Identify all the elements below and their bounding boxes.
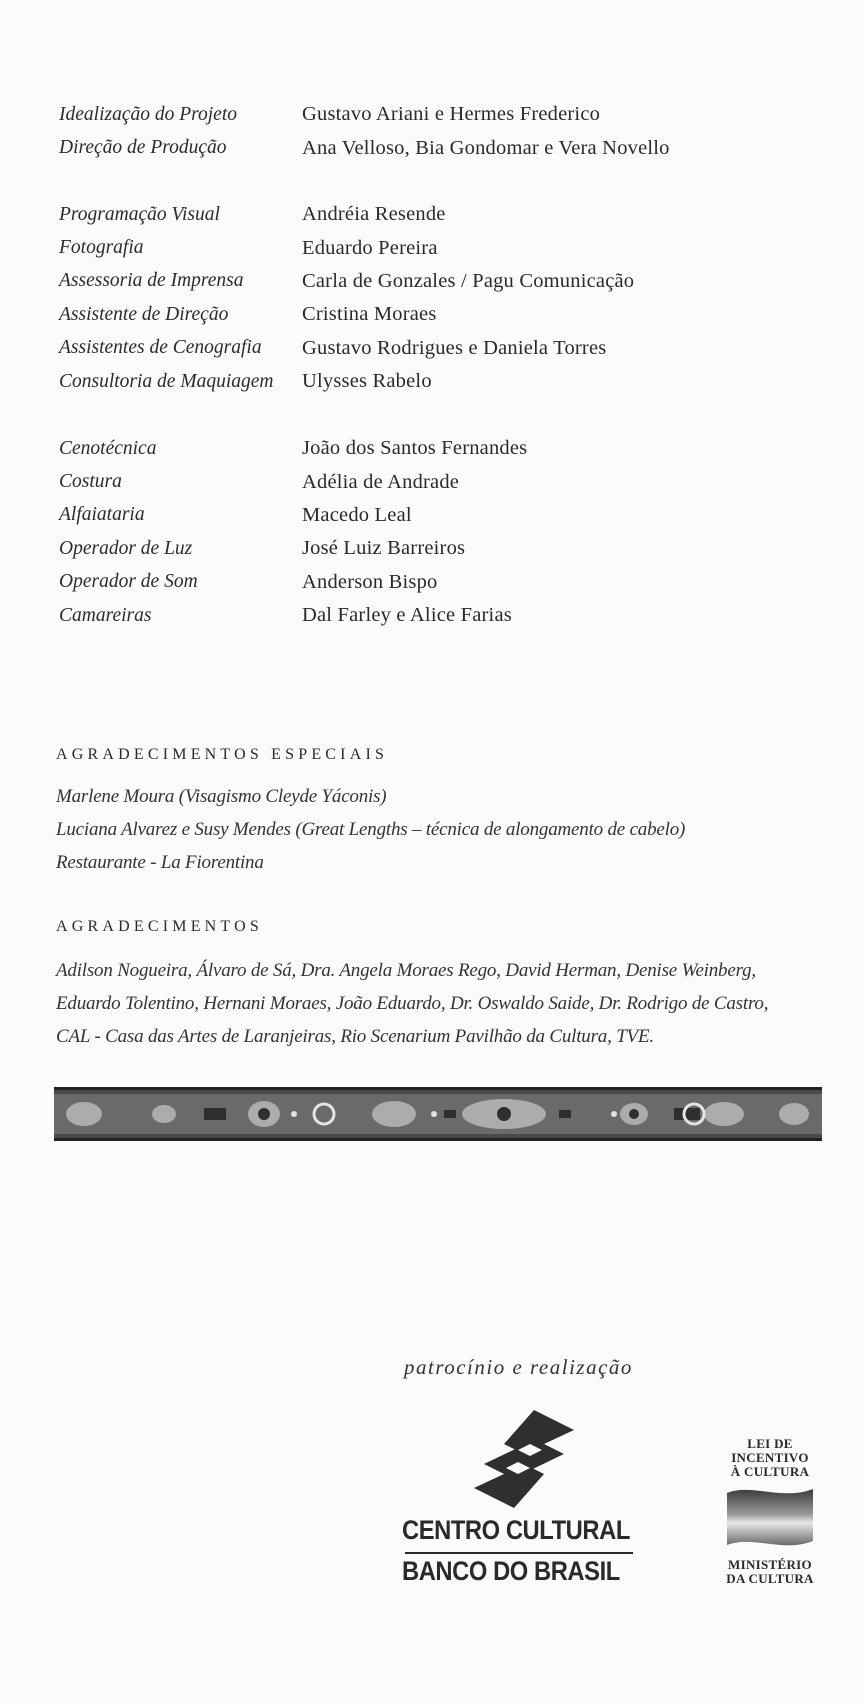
credit-row	[59, 332, 819, 365]
credit-name: Gustavo Ariani e Hermes Frederico	[302, 103, 601, 126]
lei-top-line: À CULTURA	[730, 1464, 810, 1479]
special-thanks-line: Restaurante - La Fiorentina	[56, 852, 264, 873]
credit-name: Andréia Resende	[302, 203, 446, 226]
special-thanks-line: Luciana Alvarez e Susy Mendes (Great Lengths – técnica de alongamento de cabelo)	[56, 819, 686, 840]
credit-role: Assistentes de Cenografia	[59, 337, 262, 359]
credit-name: Carla de Gonzales / Pagu Comunicação	[302, 269, 635, 292]
decorative-carpet-band	[54, 1087, 822, 1141]
credit-role: Operador de Som	[59, 571, 198, 593]
credit-role: Fotografia	[59, 237, 144, 259]
credit-row	[59, 465, 819, 498]
thanks-line: Adilson Nogueira, Álvaro de Sá, Dra. Angela Moraes Rego, David Herman, Denise Weinberg,	[56, 960, 756, 981]
credit-role: Consultoria de Maquiagem	[59, 370, 274, 392]
credit-role: Direção de Produção	[59, 137, 227, 159]
thanks-line: CAL - Casa das Artes de Laranjeiras, Rio Scenarium Pavilhão da Cultura, TVE.	[56, 1026, 654, 1047]
carpet-pattern-icon	[54, 1090, 822, 1138]
credits-group-3	[59, 432, 819, 632]
credit-row	[59, 599, 819, 632]
credit-name: Adélia de Andrade	[302, 470, 460, 493]
credit-role: Assistente de Direção	[59, 303, 229, 325]
thanks-list	[56, 954, 846, 1053]
banco-do-brasil-symbol-icon	[474, 1410, 574, 1508]
credit-row	[59, 532, 819, 565]
credit-role: Operador de Luz	[59, 537, 193, 559]
credit-role: Camareiras	[59, 604, 152, 626]
credit-name: Ulysses Rabelo	[302, 370, 432, 393]
credits-group-2	[59, 198, 819, 398]
credit-name: Dal Farley e Alice Farias	[302, 604, 512, 627]
credit-name: Gustavo Rodrigues e Daniela Torres	[302, 336, 607, 359]
credit-row	[59, 98, 819, 131]
credit-row	[59, 231, 819, 264]
special-thanks-line: Marlene Moura (Visagismo Cleyde Yáconis)	[56, 786, 387, 807]
credit-name: Anderson Bispo	[302, 570, 438, 593]
lei-bottom-text	[718, 1558, 822, 1586]
credit-name: Eduardo Pereira	[302, 236, 438, 259]
credit-row	[59, 298, 819, 331]
credit-row	[59, 432, 819, 465]
credit-role: Cenotécnica	[59, 437, 157, 459]
special-thanks-list	[56, 780, 846, 879]
bb-logo-divider	[405, 1552, 633, 1554]
thanks-heading: AGRADECIMENTOS	[56, 918, 263, 935]
lei-incentivo-cultura-logo	[718, 1437, 822, 1586]
credit-name: Cristina Moraes	[302, 303, 437, 326]
lei-top-line: LEI DE	[747, 1436, 793, 1451]
thanks-line: Eduardo Tolentino, Hernani Moraes, João Eduardo, Dr. Oswaldo Saide, Dr. Rodrigo de Castro,	[56, 993, 769, 1014]
credit-row	[59, 198, 819, 231]
lei-top-line: INCENTIVO	[731, 1450, 809, 1465]
credit-role: Assessoria de Imprensa	[59, 270, 244, 292]
lei-top-text	[718, 1437, 822, 1479]
special-thanks-heading: AGRADECIMENTOS ESPECIAIS	[56, 746, 389, 763]
credit-row	[59, 131, 819, 164]
credit-role: Programação Visual	[59, 203, 220, 225]
sponsor-caption: patrocínio e realização	[404, 1355, 633, 1379]
credits-group-1	[59, 98, 819, 165]
credit-name: Macedo Leal	[302, 503, 412, 526]
bb-logo-line2: BANCO DO BRASIL	[402, 1556, 620, 1586]
credit-row	[59, 566, 819, 599]
bb-logo-line1: CENTRO CULTURAL	[402, 1515, 630, 1545]
waving-flag-emblem-icon	[723, 1483, 817, 1549]
credit-row	[59, 365, 819, 398]
credit-role: Alfaiataria	[59, 504, 145, 526]
lei-bottom-line: MINISTÉRIO	[728, 1557, 812, 1572]
credit-row	[59, 265, 819, 298]
credit-name: Ana Velloso, Bia Gondomar e Vera Novello	[302, 136, 670, 159]
credit-row	[59, 499, 819, 532]
lei-bottom-line: DA CULTURA	[726, 1571, 814, 1586]
credit-role: Idealização do Projeto	[59, 103, 237, 125]
credit-name: José Luiz Barreiros	[302, 537, 466, 560]
credit-name: João dos Santos Fernandes	[302, 437, 528, 460]
credit-role: Costura	[59, 471, 122, 493]
